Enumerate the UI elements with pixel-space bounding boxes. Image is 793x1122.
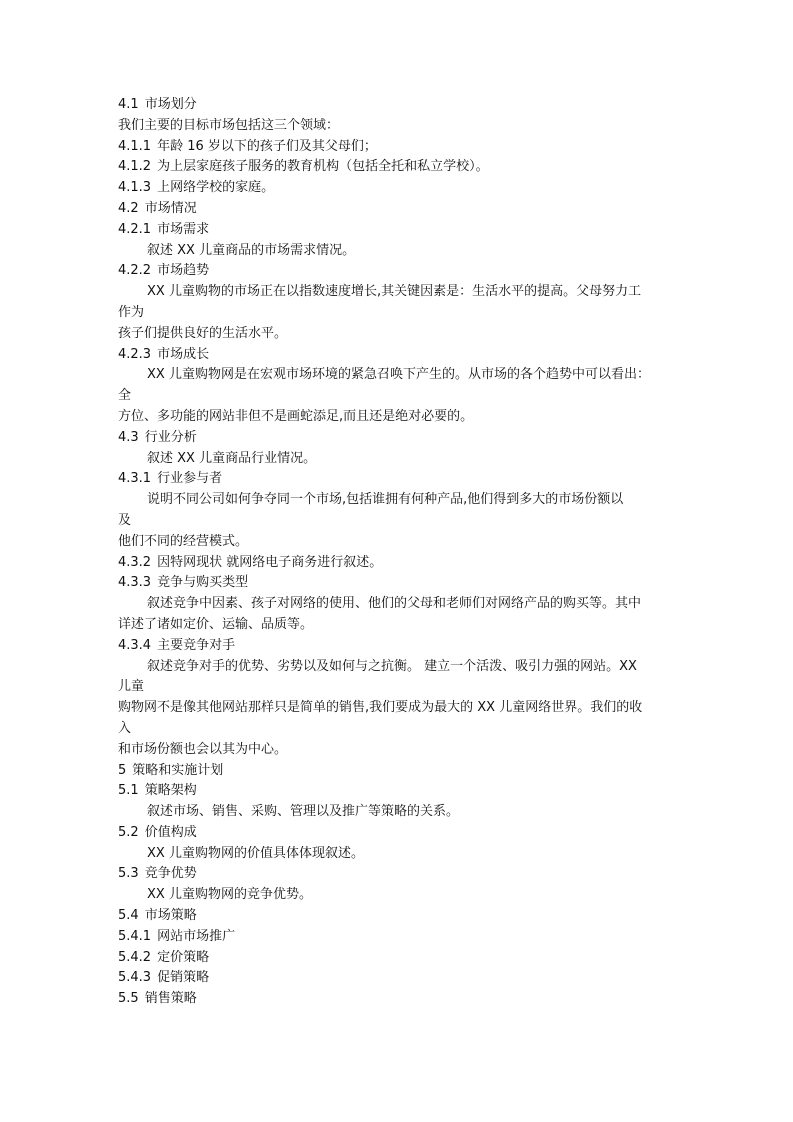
line-text: 主要竞争对手 xyxy=(157,637,236,653)
section-number: 5.2 xyxy=(118,824,139,840)
section-heading xyxy=(118,823,688,844)
line-text: 策略架构 xyxy=(144,783,197,799)
line-text: 竞争与购买类型 xyxy=(157,575,249,591)
section-number: 4.3.4 xyxy=(118,637,152,653)
section-heading xyxy=(118,428,688,449)
line-text: 叙述 XX 儿童商品的市场需求情况。 xyxy=(147,242,356,258)
section-heading xyxy=(118,137,688,158)
paragraph-line xyxy=(118,386,688,407)
line-text: 促销策略 xyxy=(157,970,210,986)
line-text: 市场策略 xyxy=(144,908,197,924)
line-text: 价值构成 xyxy=(144,824,197,840)
line-text: 方位、多功能的网站非但不是画蛇添足,而且还是绝对必要的。 xyxy=(118,408,474,424)
section-number: 4.1.3 xyxy=(118,180,152,196)
line-text: 定价策略 xyxy=(157,949,210,965)
line-text: 销售策略 xyxy=(144,991,197,1007)
paragraph-line xyxy=(118,449,688,470)
paragraph-line xyxy=(118,615,688,636)
section-number: 4.2.3 xyxy=(118,346,152,362)
section-heading xyxy=(118,573,688,594)
line-text: 他们不同的经营模式。 xyxy=(118,533,249,549)
section-heading xyxy=(118,220,688,241)
section-number: 4.2 xyxy=(118,200,139,216)
section-number: 5.3 xyxy=(118,866,139,882)
section-heading xyxy=(118,968,688,989)
section-number: 4.2.2 xyxy=(118,263,152,279)
paragraph-line xyxy=(118,885,688,906)
line-text: 叙述竞争中因素、孩子对网络的使用、他们的父母和老师们对网络产品的购买等。其中 xyxy=(147,596,642,612)
paragraph-line xyxy=(118,719,688,740)
line-text: 作为 xyxy=(118,304,145,320)
section-heading xyxy=(118,864,688,885)
paragraph-line xyxy=(118,677,688,698)
line-text: 叙述市场、销售、采购、管理以及推广等策略的关系。 xyxy=(147,804,460,820)
line-text: 行业分析 xyxy=(144,429,197,445)
line-text: 全 xyxy=(118,388,132,404)
paragraph-line xyxy=(118,740,688,761)
line-text: 行业参与者 xyxy=(157,471,223,487)
section-heading xyxy=(118,553,688,574)
line-text: 儿童 xyxy=(118,679,145,695)
section-number: 4.2.1 xyxy=(118,221,152,237)
section-number: 4.3.2 xyxy=(118,554,152,570)
paragraph-line xyxy=(118,594,688,615)
paragraph-line xyxy=(118,844,688,865)
paragraph-line xyxy=(118,802,688,823)
line-text: 市场情况 xyxy=(144,200,197,216)
line-text: 为上层家庭孩子服务的教育机构（包括全托和私立学校）。 xyxy=(157,159,489,175)
section-heading xyxy=(118,469,688,490)
section-number: 4.3 xyxy=(118,429,139,445)
paragraph-line xyxy=(118,698,688,719)
line-text: 详述了诸如定价、运输、品质等。 xyxy=(118,616,314,632)
paragraph-line xyxy=(118,241,688,262)
line-text: 因特网现状 就网络电子商务进行叙述。 xyxy=(157,554,383,570)
section-heading xyxy=(118,636,688,657)
line-text: 网站市场推广 xyxy=(157,928,236,944)
section-number: 5.5 xyxy=(118,991,139,1007)
section-heading xyxy=(118,761,688,782)
section-heading xyxy=(118,906,688,927)
paragraph-line xyxy=(118,407,688,428)
section-number: 5 xyxy=(118,762,127,778)
line-text: 孩子们提供良好的生活水平。 xyxy=(118,325,288,341)
section-heading xyxy=(118,157,688,178)
line-text: 叙述 XX 儿童商品行业情况。 xyxy=(147,450,317,466)
document-page xyxy=(118,95,688,1010)
section-heading xyxy=(118,927,688,948)
paragraph-line xyxy=(118,282,688,303)
line-text: 市场需求 xyxy=(157,221,210,237)
line-text: 市场趋势 xyxy=(157,263,210,279)
line-text: 上网络学校的家庭。 xyxy=(157,180,275,196)
paragraph-line xyxy=(118,532,688,553)
section-number: 4.1.1 xyxy=(118,138,152,154)
line-text: 说明不同公司如何争夺同一个市场,包括谁拥有何种产品,他们得到多大的市场份额以 xyxy=(147,492,624,508)
section-heading xyxy=(118,261,688,282)
line-text: XX 儿童购物的市场正在以指数速度增长,其关键因素是：生活水平的提高。父母努力工 xyxy=(147,284,642,300)
line-text: 市场划分 xyxy=(144,97,197,112)
section-number: 4.3.3 xyxy=(118,575,152,591)
line-text: 购物网不是像其他网站那样只是简单的销售,我们要成为最大的 XX 儿童网络世界。我们的收 xyxy=(118,700,643,716)
paragraph-line xyxy=(118,303,688,324)
paragraph-line xyxy=(118,365,688,386)
line-text: 和市场份额也会以其为中心。 xyxy=(118,741,288,757)
section-heading xyxy=(118,948,688,969)
line-text: 年龄 16 岁以下的孩子们及其父母们； xyxy=(157,138,377,154)
section-number: 4.1.2 xyxy=(118,159,152,175)
line-text: 策略和实施计划 xyxy=(132,762,224,778)
line-text: 叙述竞争对手的优势、劣势以及如何与之抗衡。 建立一个活泼、吸引力强的网站。XX xyxy=(147,658,637,674)
line-text: XX 儿童购物网是在宏观市场环境的紧急召唤下产生的。从市场的各个趋势中可以看出： xyxy=(147,367,650,383)
section-heading xyxy=(118,345,688,366)
section-number: 4.3.1 xyxy=(118,471,152,487)
section-number: 5.4 xyxy=(118,908,139,924)
line-text: XX 儿童购物网的价值具体体现叙述。 xyxy=(147,845,364,861)
paragraph-line xyxy=(118,657,688,678)
line-text: 竞争优势 xyxy=(144,866,197,882)
line-text: 我们主要的目标市场包括这三个领域： xyxy=(118,117,340,133)
paragraph-line xyxy=(118,116,688,137)
section-number: 5.4.3 xyxy=(118,970,152,986)
paragraph-line xyxy=(118,490,688,511)
paragraph-line xyxy=(118,511,688,532)
section-heading xyxy=(118,178,688,199)
section-heading xyxy=(118,199,688,220)
section-number: 5.1 xyxy=(118,783,139,799)
section-number: 5.4.1 xyxy=(118,928,152,944)
paragraph-line xyxy=(118,324,688,345)
section-number: 4.1 xyxy=(118,97,139,112)
section-heading xyxy=(118,781,688,802)
section-heading xyxy=(118,989,688,1010)
line-text: 市场成长 xyxy=(157,346,210,362)
section-number: 5.4.2 xyxy=(118,949,152,965)
line-text: XX 儿童购物网的竞争优势。 xyxy=(147,887,312,903)
section-heading xyxy=(118,95,688,116)
line-text: 入 xyxy=(118,720,132,736)
line-text: 及 xyxy=(118,512,132,528)
